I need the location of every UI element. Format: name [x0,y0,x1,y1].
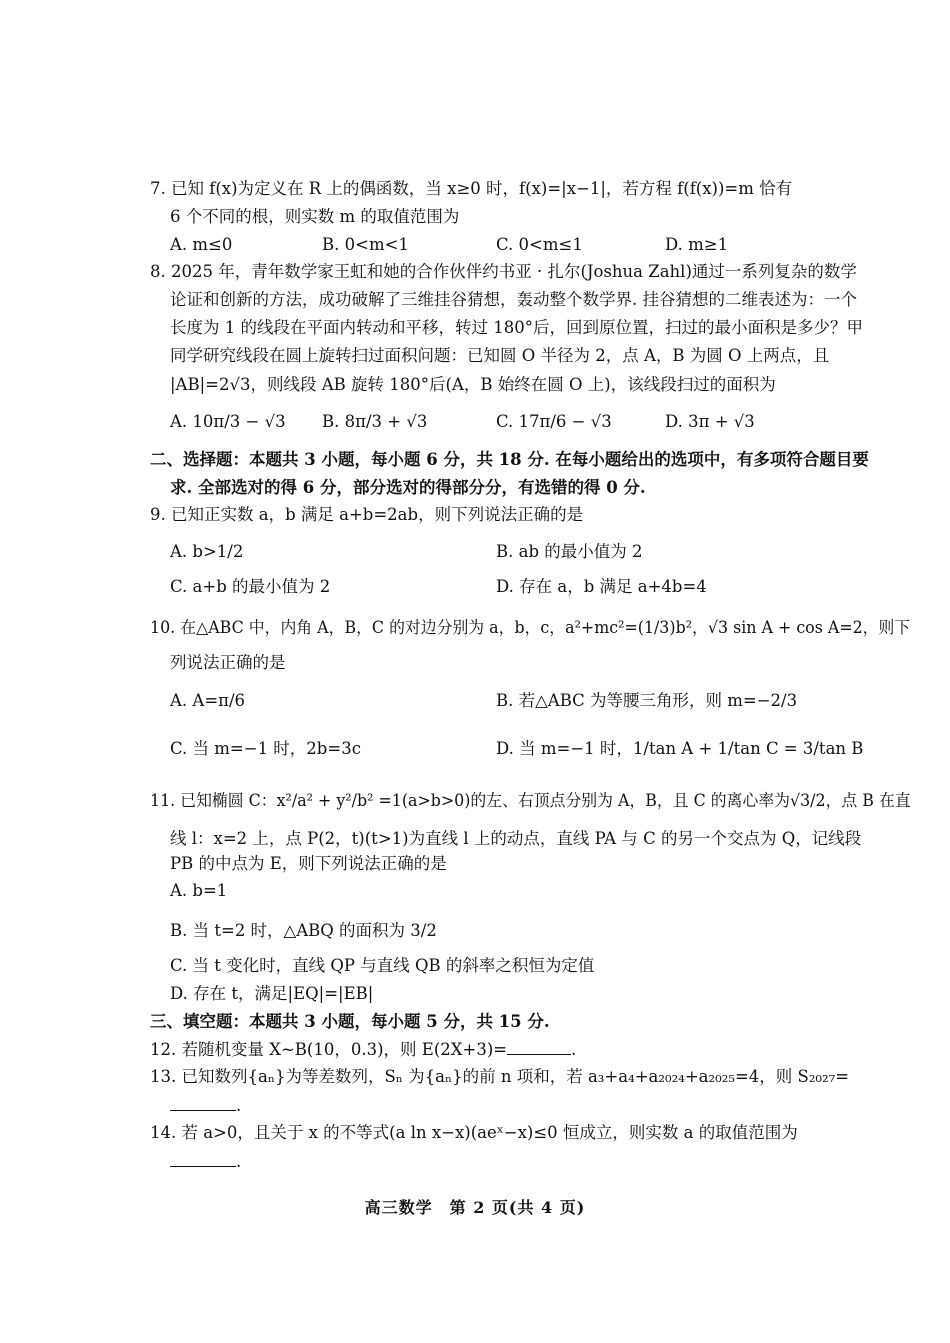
q9-option-a: A. b>1/2 [170,542,244,561]
section-2-line-1: 二、选择题：本题共 3 小题，每小题 6 分，共 18 分. 在每小题给出的选项中，有多项符合题目要 [150,450,869,469]
q8-line-5: |AB|=2√3，则线段 AB 旋转 180°后(A，B 始终在圆 O 上)，该线段扫过的面积为 [170,375,776,394]
q10-option-a: A. A=π/6 [170,691,246,710]
q10-option-d: D. 当 m=−1 时，1/tan A + 1/tan C = 3/tan B [496,739,864,758]
q10-option-b: B. 若△ABC 为等腰三角形，则 m=−2/3 [496,691,798,710]
q13-answer-blank[interactable] [170,1094,236,1111]
q12-line [150,1038,576,1061]
q10-option-c: C. 当 m=−1 时，2b=3c [170,739,361,758]
q8-option-b: B. 8π/3 + √3 [322,412,428,431]
q14-answer-blank[interactable] [170,1150,236,1167]
q12-tail: . [571,1040,577,1059]
q11-option-c: C. 当 t 变化时，直线 QP 与直线 QB 的斜率之积恒为定值 [170,956,595,975]
q7-option-c: C. 0<m≤1 [496,235,583,254]
q11-option-d: D. 存在 t，满足|EQ|=|EB| [170,984,374,1003]
section-2-line-2: 求. 全部选对的得 6 分，部分选对的得部分分，有选错的得 0 分. [170,478,646,497]
q12-stem: 12. 若随机变量 X~B(10，0.3)，则 E(2X+3)= [150,1040,508,1059]
q9-option-b: B. ab 的最小值为 2 [496,542,643,561]
q8-line-2: 论证和创新的方法，成功破解了三维挂谷猜想，轰动整个数学界. 挂谷猜想的二维表述为：一个 [170,290,857,309]
q14-line-1: 14. 若 a>0，且关于 x 的不等式(a ln x−x)(aeˣ−x)≤0 恒成立，则实数 a 的取值范围为 [150,1123,798,1142]
q7-line-1: 7. 已知 f(x)为定义在 R 上的偶函数，当 x≥0 时，f(x)=|x−1|，若方程 f(f(x))=m 恰有 [150,179,793,198]
q9-option-c: C. a+b 的最小值为 2 [170,577,331,596]
q10-line-1: 10. 在△ABC 中，内角 A，B，C 的对边分别为 a，b，c，a²+mc²=(1/3)b²，√3 sin A + cos A=2，则下 [150,618,911,637]
q9-option-d: D. 存在 a，b 满足 a+4b=4 [496,577,707,596]
q8-option-c: C. 17π/6 − √3 [496,412,612,431]
q13-tail: . [236,1096,242,1115]
q11-line-1: 11. 已知椭圆 C：x²/a² + y²/b² =1(a>b>0)的左、右顶点分别为 A，B，且 C 的离心率为√3/2，点 B 在直 [150,791,911,810]
q12-answer-blank[interactable] [507,1038,571,1055]
q9-stem: 9. 已知正实数 a，b 满足 a+b=2ab，则下列说法正确的是 [150,505,584,524]
q11-line-3: PB 的中点为 E，则下列说法正确的是 [170,854,447,873]
q8-line-3: 长度为 1 的线段在平面内转动和平移，转过 180°后，回到原位置，扫过的最小面积是多少？甲 [170,318,863,337]
q8-line-1: 8. 2025 年，青年数学家王虹和她的合作伙伴约书亚 · 扎尔(Joshua Zahl)通过一系列复杂的数学 [150,262,857,281]
q13-line-2 [170,1094,241,1117]
q11-line-2: 线 l：x=2 上，点 P(2，t)(t>1)为直线 l 上的动点，直线 PA 与 C 的另一个交点为 Q，记线段 [170,829,862,848]
page-footer: 高三数学 第 2 页(共 4 页) [364,1198,586,1217]
q7-option-a: A. m≤0 [170,235,233,254]
q10-line-2: 列说法正确的是 [170,653,286,672]
q8-line-4: 同学研究线段在圆上旋转扫过面积问题：已知圆 O 半径为 2，点 A，B 为圆 O 上两点，且 [170,346,830,365]
q7-option-b: B. 0<m<1 [322,235,409,254]
q7-option-d: D. m≥1 [665,235,729,254]
q14-tail: . [236,1152,242,1171]
q14-line-2 [170,1150,241,1173]
q11-option-b: B. 当 t=2 时，△ABQ 的面积为 3/2 [170,921,437,940]
q7-line-2: 6 个不同的根，则实数 m 的取值范围为 [170,207,460,226]
q11-option-a: A. b=1 [170,881,228,900]
q8-option-a: A. 10π/3 − √3 [170,412,286,431]
section-3-heading: 三、填空题：本题共 3 小题，每小题 5 分，共 15 分. [150,1012,550,1031]
q13-line-1: 13. 已知数列{aₙ}为等差数列，Sₙ 为{aₙ}的前 n 项和，若 a₃+a₄+a₂₀₂₄+a₂₀₂₅=4，则 S₂₀₂₇= [150,1067,850,1086]
q8-option-d: D. 3π + √3 [665,412,755,431]
